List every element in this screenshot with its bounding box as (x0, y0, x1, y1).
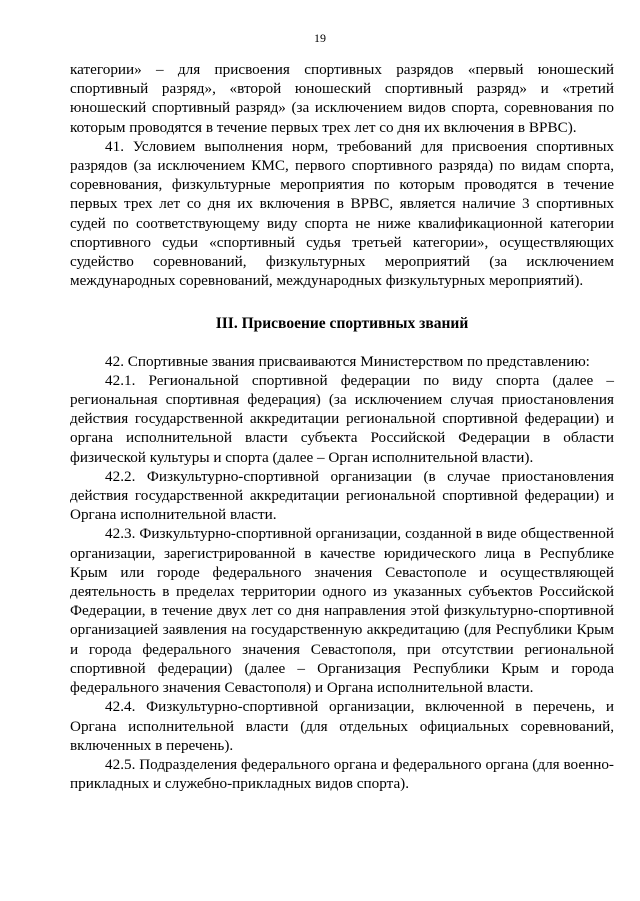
section-heading (70, 290, 614, 351)
paragraph-42-5: 42.5. Подразделения федерального органа и федерального органа (для военно-прикладных и служебно-прикладных видов спорта). (70, 755, 614, 793)
paragraph-42-4: 42.4. Физкультурно-спортивной организации, включенной в перечень, и Органа исполнительной власти (для отдельных официальных соревнований, включенных в перечень). (70, 698, 614, 754)
paragraph-42-2: 42.2. Физкультурно-спортивной организации (в случае приостановления действия государственной аккредитации региональной спортивной федерации) и Органа исполнительной власти. (70, 467, 614, 524)
section-title: III. Присвоение спортивных званий (215, 315, 469, 333)
paragraph-continuation: категории» – для присвоения спортивных разрядов «первый юношеский спортивный разряд», «второй юношеский спортивный разряд» и «третий юношеский спортивный разряд» (за исключением видов спорта, соревнования по которым проводятся в течение первых трех лет со дня их включения в ВРВС). (70, 61, 614, 136)
page-number: 19 (314, 31, 326, 45)
paragraph-42: 42. Спортивные звания присваиваются Министерством по представлению: (105, 352, 590, 370)
paragraph-41: 41. Условием выполнения норм, требований для присвоения спортивных разрядов (за исключением КМС, первого спортивного разряда) по видам спорта, соревнования, физкультурные мероприятия по которым проводятся в течение первых трех лет со дня их включения в ВРВС, является наличие 3 спортивных судей по соответствующему виду спорта не ниже квалификационной категории спортивного судьи «спортивный судья третьей категории», осуществляющих судейство соревнований, физкультурных мероприятий (за исключением международных соревнований, международных физкультурных мероприятий). (70, 137, 614, 290)
document-body (70, 60, 614, 793)
paragraph-42-1: 42.1. Региональной спортивной федерации по виду спорта (далее – региональная спортивная федерация) (за исключением случая приостановления действия государственной аккредитации региональной спортивной федерации) и органа исполнительной власти субъекта Российской Федерации в области физической культуры и спорта (далее – Орган исполнительной власти). (70, 371, 614, 466)
paragraph-42-3: 42.3. Физкультурно-спортивной организации, созданной в виде общественной организации, зарегистрированной в качестве юридического лица в Республике Крым или городе федерального значения Севастополе и осуществляющей деятельность в пределах территории одного из указанных субъектов Российской Федерации, в течение двух лет со дня направления этой физкультурно-спортивной организацией заявления на государственную аккредитацию (для Республики Крым и города федерального значения Севастополя, при отсутствии региональной спортивной федерации) (далее – Организация Республики Крым и города федерального значения Севастополя) и Органа исполнительной власти. (70, 525, 614, 697)
